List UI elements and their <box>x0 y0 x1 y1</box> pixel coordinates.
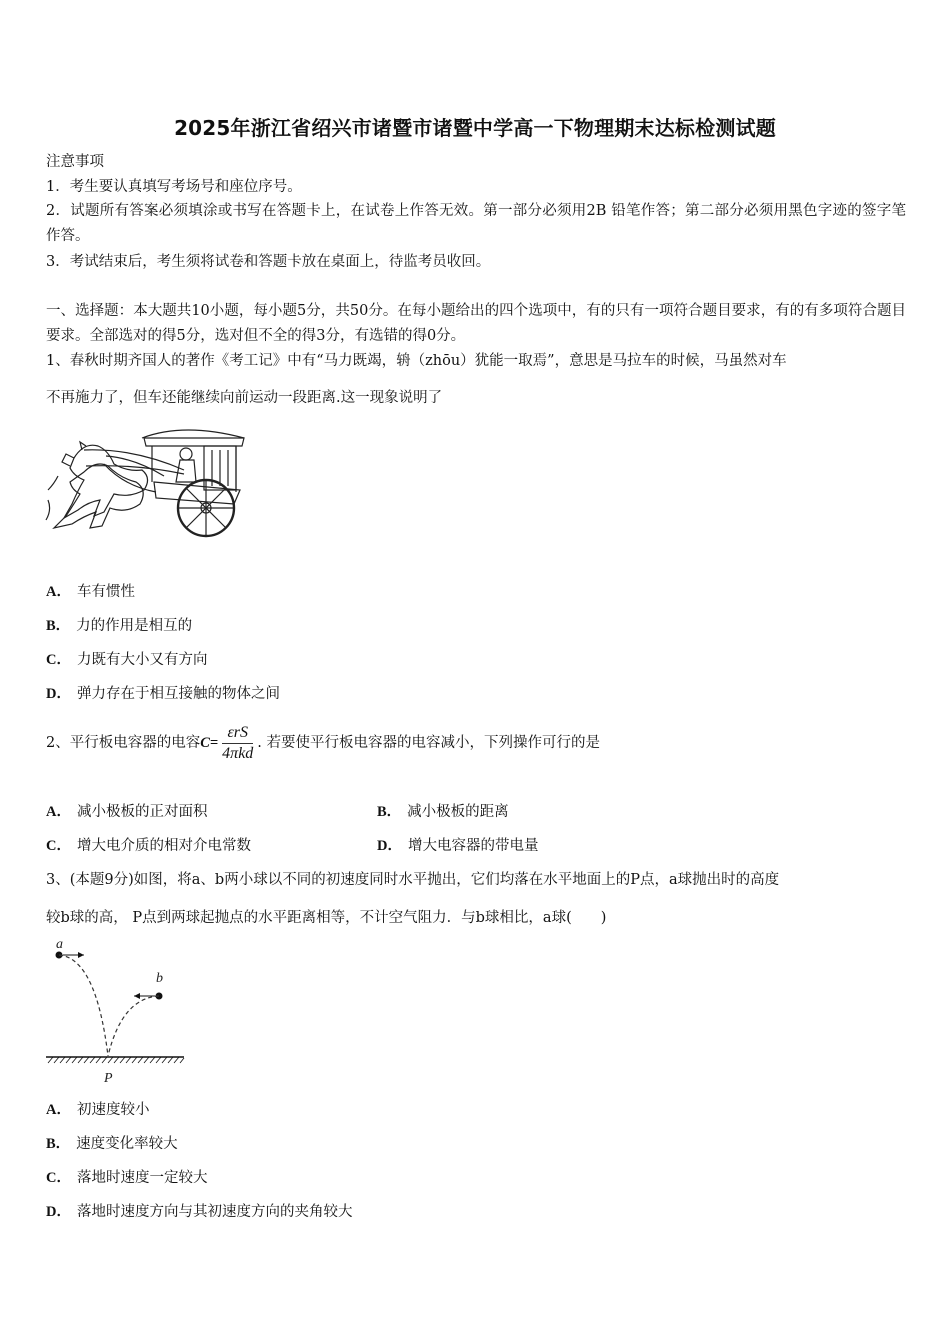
q2-formula-c: C= <box>200 735 219 751</box>
q1-stem-line2: 不再施力了，但车还能继续向前运动一段距离.这一现象说明了 <box>46 390 443 406</box>
q1-option-b-label: B． <box>46 618 71 634</box>
q2-stem-before: 2、平行板电容器的电容 <box>46 735 201 751</box>
chariot-illustration <box>44 420 250 538</box>
label-p: P <box>104 1071 113 1086</box>
q3-option-a <box>46 1100 149 1120</box>
q2-capacitance-fraction <box>222 724 253 763</box>
q1-option-d-text: 弹力存在于相互接触的物体之间 <box>76 686 280 702</box>
arrowhead-b <box>134 993 140 999</box>
q3-option-d-text: 落地时速度方向与其初速度方向的夹角较大 <box>76 1204 353 1220</box>
projectile-diagram <box>44 934 188 1086</box>
q3-stem-line2: 较b球的高， P点到两球起抛点的水平距离相等，不计空气阻力．与b球相比，a球( ) <box>46 910 607 926</box>
q2-option-c-label: C． <box>46 838 71 854</box>
q2-formula-denominator: 4πkd <box>222 744 254 762</box>
note-item-3: 3．考试结束后，考生须将试卷和答题卡放在桌面上，待监考员收回。 <box>46 254 491 270</box>
trajectory-a <box>59 955 108 1056</box>
ground-hatching <box>48 1057 184 1063</box>
q3-option-c-text: 落地时速度一定较大 <box>76 1170 208 1186</box>
q1-option-d <box>46 684 280 704</box>
q3-option-a-text: 初速度较小 <box>76 1102 150 1118</box>
q1-option-a-label: A． <box>46 584 71 600</box>
q1-option-c-text: 力既有大小又有方向 <box>76 652 208 668</box>
note-item-1: 1．考生要认真填写考场号和座位序号。 <box>46 179 302 195</box>
q3-option-b <box>46 1134 178 1154</box>
q3-option-b-text: 速度变化率较大 <box>76 1136 178 1152</box>
q2-option-b-label: B． <box>377 804 402 820</box>
label-a: a <box>56 937 63 952</box>
q2-option-a-label: A． <box>46 804 71 820</box>
q3-stem-line1: 3、(本题9分)如图，将a、b两小球以不同的初速度同时水平抛出，它们均落在水平地面上的P点，a球抛出时的高度 <box>46 872 780 888</box>
q3-option-c-label: C． <box>46 1170 71 1186</box>
q2-option-b-text: 减小极板的距离 <box>407 804 509 820</box>
q3-option-d <box>46 1202 352 1222</box>
q2-option-c <box>46 836 251 856</box>
q3-option-b-label: B． <box>46 1136 71 1152</box>
note-item-2: 2．试题所有答案必须填涂或书写在答题卡上，在试卷上作答无效。第一部分必须用2B 铅笔作答；第二部分必须用黑色字迹的签字笔作答。 <box>46 203 906 244</box>
notes-heading: 注意事项 <box>46 154 104 170</box>
q3-option-d-label: D． <box>46 1204 71 1220</box>
q2-option-c-text: 增大电介质的相对介电常数 <box>76 838 251 854</box>
trajectory-b <box>108 996 159 1056</box>
q3-option-c <box>46 1168 207 1188</box>
q1-option-b <box>46 616 192 636</box>
q2-stem-after: . 若要使平行板电容器的电容减小，下列操作可行的是 <box>257 735 601 751</box>
q2-option-a-text: 减小极板的正对面积 <box>76 804 208 820</box>
arrowhead-a <box>78 952 84 958</box>
q2-option-b <box>377 802 509 822</box>
q1-option-b-text: 力的作用是相互的 <box>76 618 193 634</box>
q2-option-d-text: 增大电容器的带电量 <box>407 838 539 854</box>
q1-stem-line1: 1、春秋时期齐国人的著作《考工记》中有“马力既竭，辀（zhōu）犹能一取焉”，意思是马拉车的时候，马虽然对车 <box>46 353 787 369</box>
q2-option-d-label: D． <box>377 838 402 854</box>
q2-option-d <box>377 836 538 856</box>
q1-option-a-text: 车有惯性 <box>76 584 135 600</box>
q2-stem <box>46 716 906 770</box>
q1-option-c-label: C． <box>46 652 71 668</box>
q3-option-a-label: A． <box>46 1102 71 1118</box>
q2-formula-numerator: εrS <box>222 724 253 744</box>
q1-option-a <box>46 582 135 602</box>
page-title: 2025年浙江省绍兴市诸暨市诸暨中学高一下物理期末达标检测试题 <box>174 116 776 140</box>
q1-option-d-label: D． <box>46 686 71 702</box>
q2-option-a <box>46 802 207 822</box>
q1-option-c <box>46 650 207 670</box>
section-heading: 一、选择题：本大题共10小题，每小题5分，共50分。在每小题给出的四个选项中，有的只有一项符合题目要求，有的有多项符合题目要求。全部选对的得5分，选对但不全的得3分，有选错的得0分。 <box>46 303 906 344</box>
label-b: b <box>156 971 163 986</box>
